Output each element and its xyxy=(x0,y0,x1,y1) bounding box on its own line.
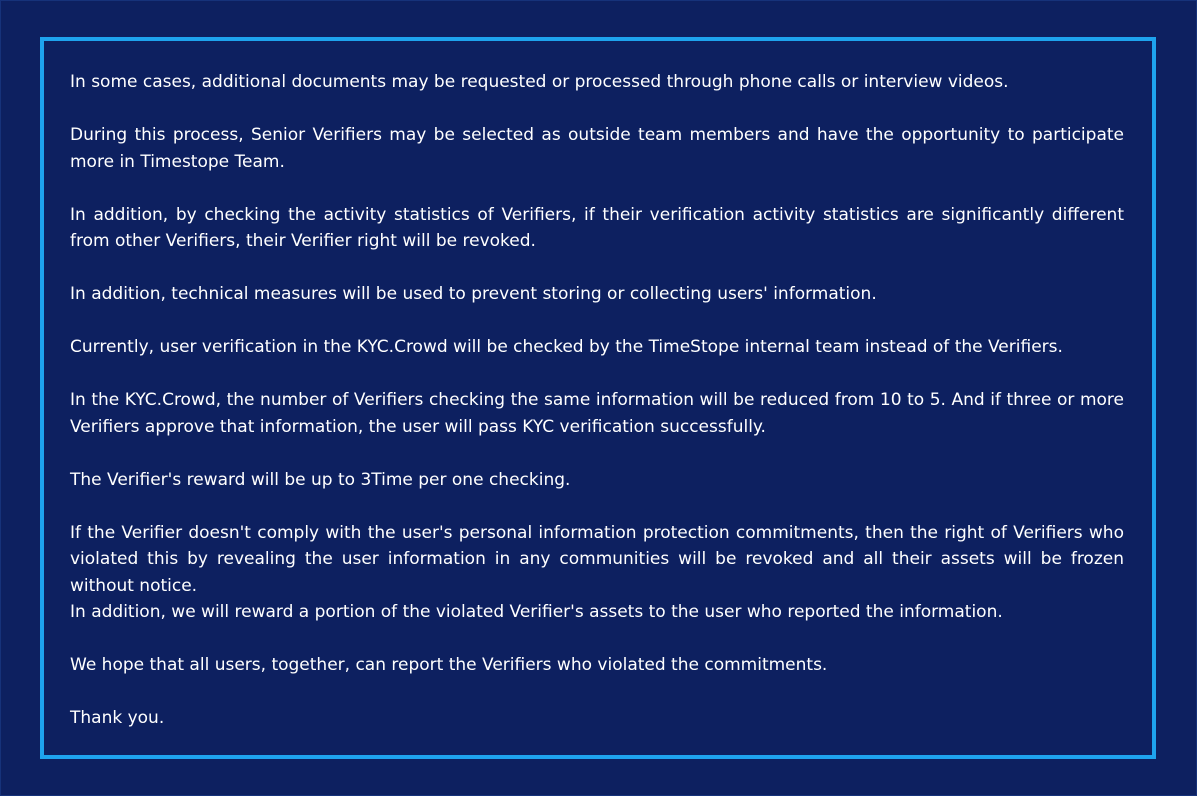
paragraph-reward: The Verifier's reward will be up to 3Time per one checking. xyxy=(70,469,571,490)
paragraph-senior-verifiers: During this process, Senior Verifiers may be selected as outside team members and have the opportunity to participate more in Timestope Team. xyxy=(70,125,1124,172)
paragraph-internal-team: Currently, user verification in the KYC.Crowd will be checked by the TimeStope internal team instead of the Verifiers. xyxy=(70,337,1063,357)
paragraph-additional-documents: In some cases, additional documents may be requested or processed through phone calls or interview videos. xyxy=(70,72,1009,92)
paragraph-technical-measures: In addition, technical measures will be used to prevent storing or collecting users' information. xyxy=(70,284,877,304)
paragraph-reporter-reward: In addition, we will reward a portion of the violated Verifier's assets to the user who reported the information. xyxy=(70,602,1003,622)
paragraph-verifier-count: In the KYC.Crowd, the number of Verifiers checking the same information will be reduced from 10 to 5. And if three or more Verifiers approve that information, the user will pass KYC verification successfully. xyxy=(70,390,1124,437)
paragraph-activity-statistics: In addition, by checking the activity statistics of Verifiers, if their verification activity statistics are significantly different from other Verifiers, their Verifier right will be revoked. xyxy=(70,204,1124,251)
notice-body xyxy=(70,69,1124,732)
paragraph-thank-you: Thank you. xyxy=(70,708,165,728)
paragraph-report-request: We hope that all users, together, can report the Verifiers who violated the commitments. xyxy=(70,655,828,675)
notice-panel xyxy=(40,37,1156,759)
paragraph-violation-penalty: If the Verifier doesn't comply with the user's personal information protection commitments, then the right of Verifiers who violated this by revealing the user information in any communities will be revoked and all their assets will be frozen without notice. xyxy=(70,522,1124,596)
